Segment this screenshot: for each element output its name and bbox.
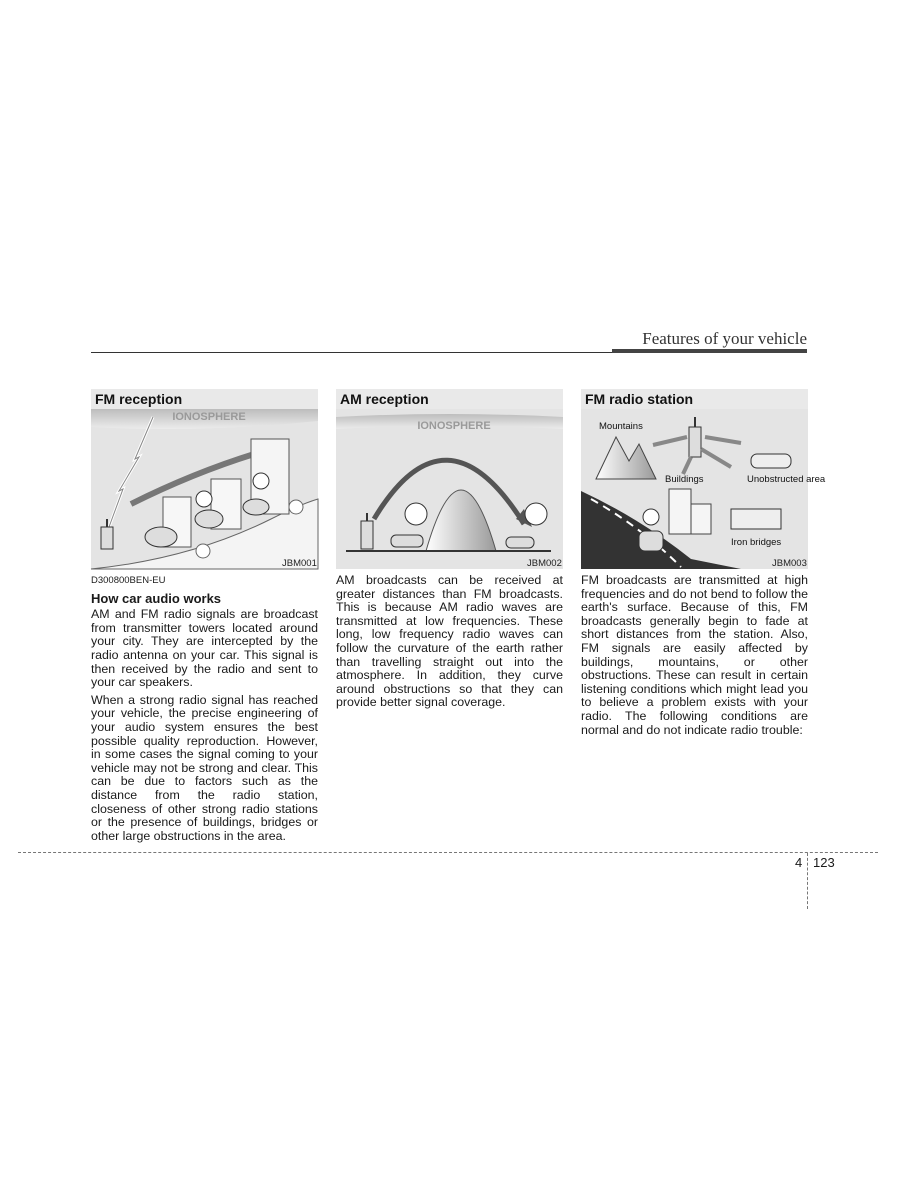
car xyxy=(145,527,177,547)
figure-title-fm-reception: FM reception xyxy=(91,389,318,409)
fm-radio-station-illustration xyxy=(581,409,826,569)
figure-code-jbm001: JBM001 xyxy=(282,558,317,569)
mountains-label: Mountains xyxy=(599,421,643,432)
figure-fm-radio-station xyxy=(581,409,826,569)
unobstructed-label: Unobstructed area xyxy=(747,474,826,485)
signal-arrow xyxy=(705,437,741,443)
chapter-number: 4 xyxy=(795,855,803,870)
signal-arrow xyxy=(683,457,691,474)
tower xyxy=(361,521,373,549)
figure-am-reception xyxy=(336,409,563,569)
paragraph: AM broadcasts can be received at greater distances than FM broadcasts. This is because AM radio waves are transmitted at low frequencies. These long, low frequency radio waves can follow the curvature of the earth rather than travelling straight out into the atmosphere. In addition, they curve around obstructions so that they can provide better signal coverage. xyxy=(336,573,563,710)
buildings-label: Buildings xyxy=(665,474,704,485)
question-bubble xyxy=(643,509,659,525)
footer-divider xyxy=(807,853,808,909)
car xyxy=(243,499,269,515)
car xyxy=(751,454,791,468)
fm-reception-illustration xyxy=(91,409,318,569)
iron-bridges-label: Iron bridges xyxy=(731,537,782,548)
signal-arrow xyxy=(701,449,731,467)
footer-rule xyxy=(18,852,878,853)
car xyxy=(506,537,534,548)
ionosphere-label: IONOSPHERE xyxy=(417,420,491,432)
paragraph: AM and FM radio signals are broadcast from transmitter towers located around your city. They are intercepted by the radio antenna on your car. This signal is then received by the radio and sent to your car speakers. xyxy=(91,607,318,690)
am-reception-illustration xyxy=(336,409,563,569)
iron-bridge xyxy=(731,509,781,529)
figure-code-jbm002: JBM002 xyxy=(527,558,562,569)
mountain xyxy=(426,490,496,551)
car-question xyxy=(639,531,663,551)
right-column xyxy=(581,574,808,741)
paragraph: FM broadcasts are transmitted at high frequencies and do not bend to follow the earth's surface. Because of this, FM broadcasts generally begin to fade at short distances from the station. Also, FM signals are easily affected by buildings, mountains, or other obstructions. These can result in certain listening conditions which might lead you to believe a problem exists with your radio. The following conditions are normal and do not indicate radio trouble: xyxy=(581,573,808,737)
building xyxy=(691,504,711,534)
mountains xyxy=(596,437,656,479)
tree xyxy=(196,544,210,558)
figure-title-am-reception: AM reception xyxy=(336,389,563,409)
tower xyxy=(101,527,113,549)
middle-column xyxy=(336,574,563,714)
speech-bubble xyxy=(525,503,547,525)
page-number: 123 xyxy=(813,855,835,870)
page-header-title: Features of your vehicle xyxy=(642,329,807,348)
figure-fm-reception xyxy=(91,409,318,569)
tree xyxy=(289,500,303,514)
speech-bubble-clear xyxy=(253,473,269,489)
tower xyxy=(689,427,701,457)
section-heading: How car audio works xyxy=(91,590,222,606)
ionosphere-label: IONOSPHERE xyxy=(172,411,246,423)
car xyxy=(195,510,223,528)
building xyxy=(669,489,691,534)
figure-code-jbm003: JBM003 xyxy=(772,558,807,569)
header-accent-bar xyxy=(612,349,807,353)
section-code: D300800BEN-EU xyxy=(91,575,166,586)
speech-bubble-static xyxy=(196,491,212,507)
speech-bubble xyxy=(405,503,427,525)
paragraph: When a strong radio signal has reached your vehicle, the precise engineering of your audio system ensures the best possible quality reproduction. However, in some cases the signal coming to your vehicle may not be strong and clear. This can be due to factors such as the distance from the radio station, closeness of other strong radio stations or the presence of buildings, bridges or other large obstructions in the area. xyxy=(91,692,318,843)
figure-title-fm-radio-station: FM radio station xyxy=(581,389,808,409)
left-column xyxy=(91,574,318,847)
car xyxy=(391,535,423,547)
signal-arrow xyxy=(653,437,687,445)
road xyxy=(581,491,741,569)
